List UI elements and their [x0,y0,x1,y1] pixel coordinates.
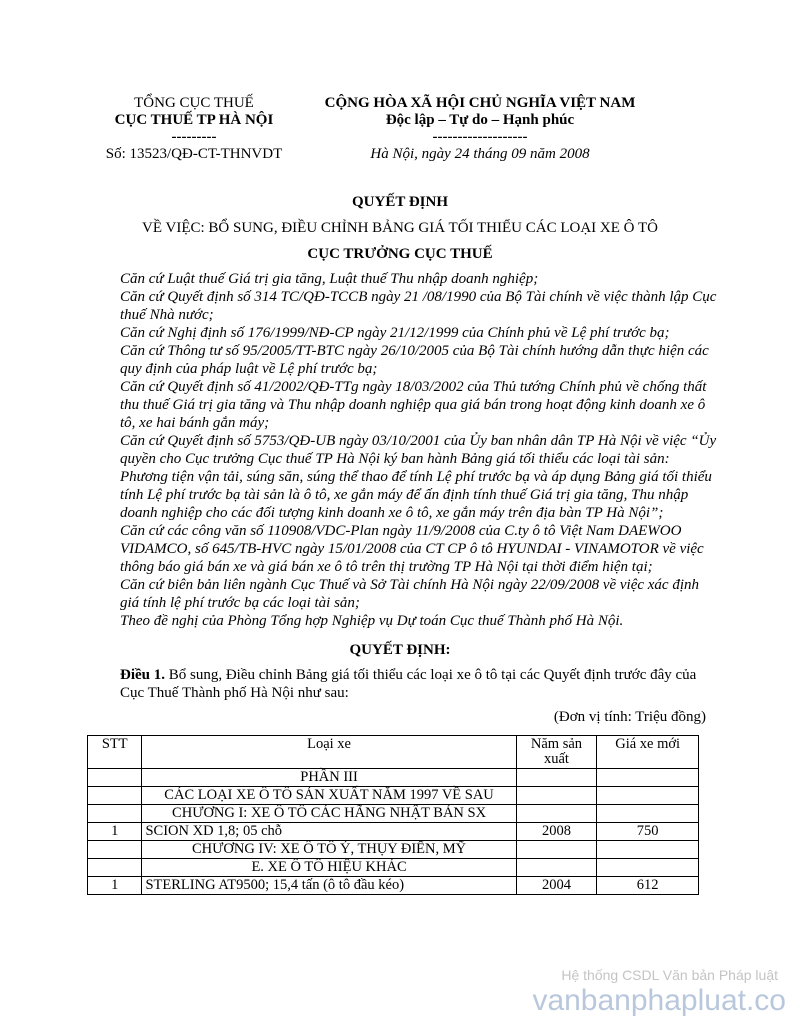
header-stt: STT [88,736,142,769]
vehicle-price-table [87,735,699,895]
issuing-office: CỤC THUẾ TP HÀ NỘI [114,112,274,128]
table-row [88,823,699,841]
cell-stt [88,859,142,877]
cell-year: 2008 [516,823,597,841]
motto-rule: ------------------- [432,129,528,145]
watermark-site: vanbanphapluat.co [532,984,786,1017]
cell-type: STERLING AT9500; 15,4 tấn (ô tô đầu kéo) [142,877,516,895]
cell-year [516,787,597,805]
article-1-label: Điều 1. [120,667,165,683]
table-row [88,877,699,895]
cell-stt: 1 [88,823,142,841]
basis-item: Căn cứ Thông tư số 95/2005/TT-BTC ngày 26/10/2005 của Bộ Tài chính hướng dẫn thực hiện các quy định của pháp luật về Lệ phí trước bạ; [120,343,709,377]
table-header-row [88,736,699,769]
basis-item: Căn cứ biên bản liên ngành Cục Thuế và Sở Tài chính Hà Nội ngày 22/09/2008 về việc xác định giá tính lệ phí trước bạ các loại tài sản; [120,577,700,611]
cell-price [597,787,699,805]
cell-price: 750 [597,823,699,841]
cell-stt [88,805,142,823]
issuing-agency-block [88,94,300,162]
legal-basis [120,270,720,630]
table-row [88,769,699,787]
document-number: Số: 13523/QĐ-CT-THNVDT [105,146,283,162]
cell-year [516,805,597,823]
cell-price [597,859,699,877]
article-1-text: Bổ sung, Điều chỉnh Bảng giá tối thiểu các loại xe ô tô tại các Quyết định trước đây của Cục Thuế Thành phố Hà Nội như sau: [120,667,697,701]
cell-year [516,841,597,859]
cell-stt [88,787,142,805]
cell-type: CÁC LOẠI XE Ô TÔ SẢN XUẤT NĂM 1997 VỀ SAU [142,787,516,805]
cell-year: 2004 [516,877,597,895]
cell-type: CHƯƠNG I: XE Ô TÔ CÁC HÃNG NHẬT BẢN SX [142,805,516,823]
cell-price: 612 [597,877,699,895]
basis-item: Theo đề nghị của Phòng Tổng hợp Nghiệp vụ Dự toán Cục thuế Thành phố Hà Nội. [120,613,624,629]
agency-rule: --------- [171,129,217,145]
basis-item: Căn cứ Quyết định số 5753/QĐ-UB ngày 03/10/2001 của Ủy ban nhân dân TP Hà Nội về việc “Ủy quyền cho Cục trưởng Cục thuế TP Hà Nội ký ban hành Bảng giá tối thiểu các loại tài sản: Phương tiện vận tải, súng săn, súng thể thao để tính Lệ phí trước bạ và áp dụng Bảng giá tối thiểu tính Lệ phí trước bạ tài sản là ô tô, xe gắn máy để ấn định tính thuế Giá trị gia tăng, Thu nhập doanh nghiệp cho các đối tượng kinh doanh xe ô tô, xe gắn máy trên địa bàn TP Hà Nội”; [120,433,717,521]
cell-price [597,841,699,859]
table-row [88,805,699,823]
header-price: Giá xe mới [597,736,699,769]
issue-date: Hà Nội, ngày 24 tháng 09 năm 2008 [370,146,590,162]
document-issuer: CỤC TRƯỞNG CỤC THUẾ [307,246,493,262]
cell-year [516,859,597,877]
national-motto-block [300,94,660,162]
basis-item: Căn cứ Quyết định số 314 TC/QĐ-TCCB ngày 21 /08/1990 của Bộ Tài chính về việc thành lập Cục thuế Nhà nước; [120,289,717,323]
header-vehicle-type: Loại xe [142,736,516,769]
table-row [88,841,699,859]
basis-item: Căn cứ Luật thuế Giá trị gia tăng, Luật thuế Thu nhập doanh nghiệp; [120,271,539,287]
nation-name: CỘNG HÒA XÃ HỘI CHỦ NGHĨA VIỆT NAM [324,95,636,111]
cell-stt [88,841,142,859]
article-1 [120,666,710,702]
cell-price [597,805,699,823]
cell-type: SCION XD 1,8; 05 chỗ [142,823,516,841]
decision-heading: QUYẾT ĐỊNH: [349,642,451,658]
parent-agency: TỔNG CỤC THUẾ [134,95,254,111]
watermark-caption: Hệ thống CSDL Văn bản Pháp luật [561,967,778,983]
table-row [88,787,699,805]
header-year: Năm sản xuất [516,736,597,769]
table-row [88,859,699,877]
cell-stt: 1 [88,877,142,895]
cell-type: PHẦN III [142,769,516,787]
document-title: QUYẾT ĐỊNH [352,194,448,210]
cell-year [516,769,597,787]
cell-price [597,769,699,787]
unit-note: (Đơn vị tính: Triệu đồng) [553,709,706,725]
cell-type: CHƯƠNG IV: XE Ô TÔ Ý, THỤY ĐIỂN, MỸ [142,841,516,859]
motto: Độc lập – Tự do – Hạnh phúc [385,112,575,128]
basis-item: Căn cứ các công văn số 110908/VDC-Plan ngày 11/9/2008 của C.ty ô tô Việt Nam DAEWOO VIDAMCO, số 645/TB-HVC ngày 15/01/2008 của CT CP ô tô HYUNDAI - VINAMOTOR về việc thông báo giá bán xe và giá bán xe ô tô trên thị trường TP Hà Nội tại thời điểm hiện tại; [120,523,704,575]
cell-stt [88,769,142,787]
basis-item: Căn cứ Nghị định số 176/1999/NĐ-CP ngày 21/12/1999 của Chính phủ về Lệ phí trước bạ; [120,325,670,341]
cell-type: E. XE Ô TÔ HIỆU KHÁC [142,859,516,877]
document-subject: VỀ VIỆC: BỔ SUNG, ĐIỀU CHỈNH BẢNG GIÁ TỐI THIỂU CÁC LOẠI XE Ô TÔ [142,220,658,236]
basis-item: Căn cứ Quyết định số 41/2002/QĐ-TTg ngày 18/03/2002 của Thủ tướng Chính phủ về chống thất thu thuế Giá trị gia tăng và Thu nhập doanh nghiệp qua giá bán trong hoạt động kinh doanh xe ô tô, xe hai bánh gắn máy; [120,379,707,431]
